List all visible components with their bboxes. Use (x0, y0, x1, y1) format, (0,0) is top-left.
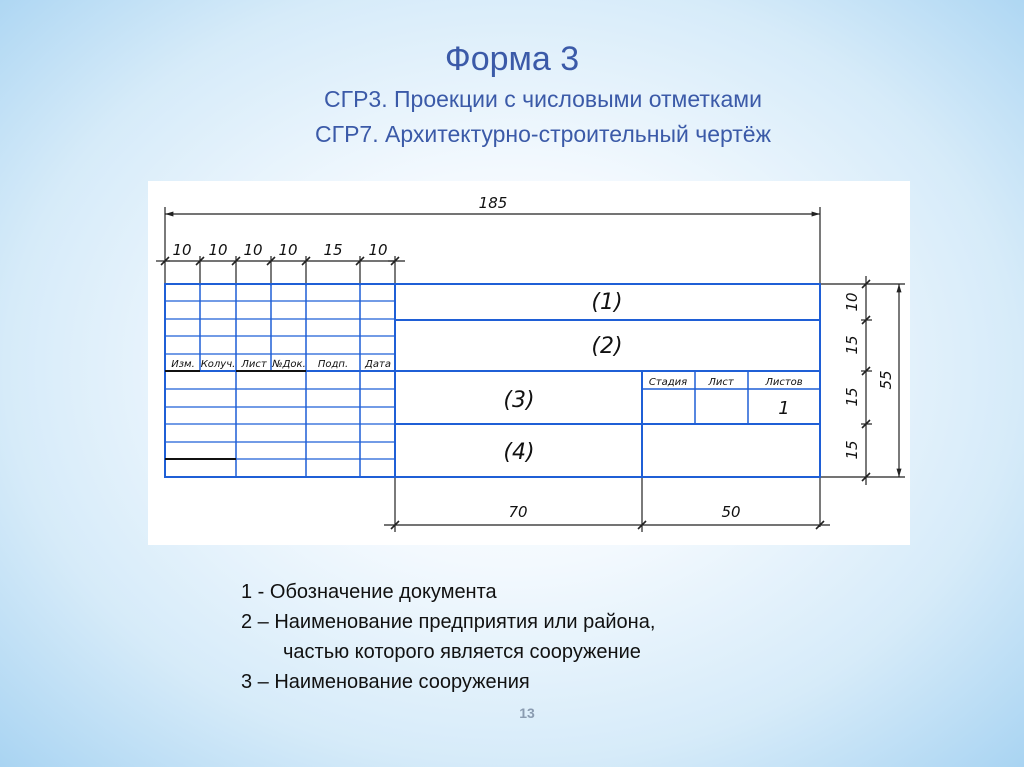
col-header-data: Дата (365, 359, 391, 370)
dim-col-5: 15 (323, 241, 343, 259)
dim-col-3: 10 (243, 241, 263, 259)
col-header-izm: Изм. (171, 359, 195, 370)
page-number: 13 (519, 705, 535, 721)
title-block-svg (148, 181, 910, 545)
dim-col-6: 10 (368, 241, 388, 259)
col-header-koluch: Колуч. (200, 359, 236, 370)
field-2-label: (2) (591, 334, 623, 359)
dim-col-1: 10 (172, 241, 192, 259)
dim-row-4: 15 (843, 440, 861, 460)
col-header-list: Лист (241, 359, 267, 370)
col-header-podp: Подп. (317, 359, 349, 370)
stage-header-list: Лист (708, 377, 734, 388)
dim-row-2: 15 (843, 335, 861, 355)
legend-item-2-continuation: частью которого является сооружение (283, 641, 641, 663)
dimension-lines (156, 207, 905, 532)
dim-total: 185 (478, 194, 508, 212)
legend-item-2: 2 – Наименование предприятия или района, (241, 611, 656, 633)
subtitle-sgr3: СГР3. Проекции с числовыми отметками (324, 86, 762, 112)
stage-header-stadia: Стадия (648, 377, 688, 388)
dim-col-2: 10 (208, 241, 228, 259)
legend-item-3: 3 – Наименование сооружения (241, 671, 530, 693)
dim-height-total: 55 (877, 370, 895, 390)
dim-bottom-left: 70 (508, 503, 528, 521)
stage-header-listov: Листов (765, 377, 803, 388)
field-3-label: (3) (503, 388, 535, 413)
legend-item-1: 1 - Обозначение документа (241, 581, 497, 603)
subtitle-sgr7: СГР7. Архитектурно-строительный чертёж (315, 121, 771, 147)
legend (241, 577, 655, 697)
dim-row-3: 15 (843, 387, 861, 407)
slide-title: Форма 3 (444, 40, 580, 78)
col-header-ndok: №Док. (272, 359, 306, 370)
dim-bottom-right: 50 (721, 503, 741, 521)
field-1-label: (1) (591, 290, 623, 315)
title-block-drawing (148, 181, 910, 545)
dim-col-4: 10 (278, 241, 298, 259)
field-4-label: (4) (503, 440, 535, 465)
sheets-count-value: 1 (778, 398, 790, 419)
dim-row-1: 10 (843, 292, 861, 312)
